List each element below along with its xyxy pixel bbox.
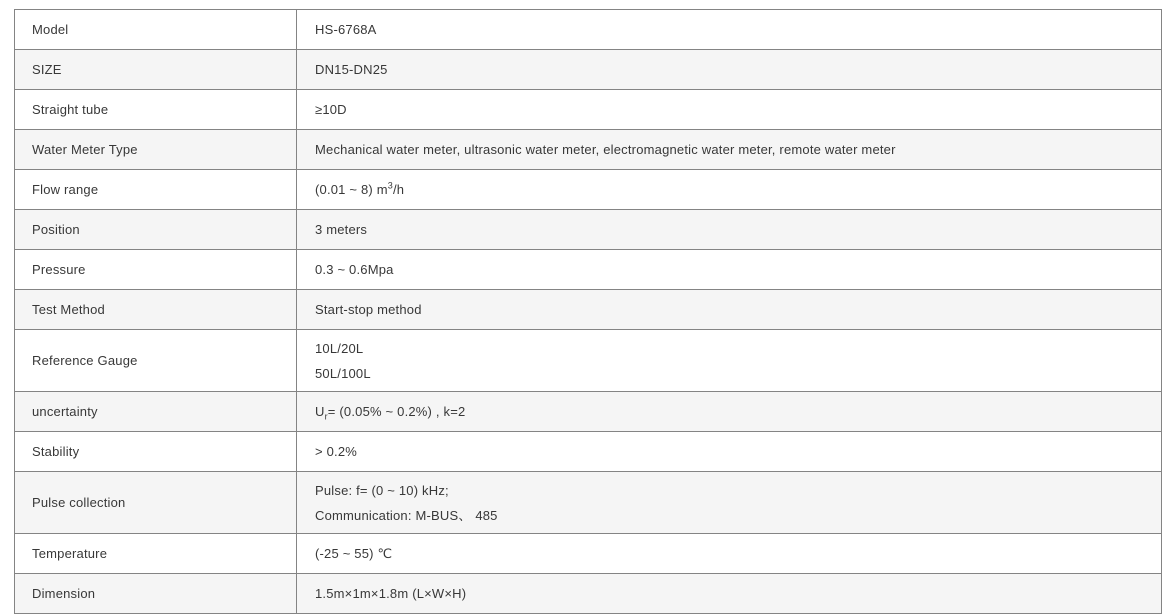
spec-value bbox=[297, 90, 1162, 130]
spec-value-line: $U_r= (0.05\%$ ~ 0.2%) , k=2 bbox=[315, 404, 466, 422]
table-row bbox=[15, 130, 1162, 170]
spec-label: Reference Gauge bbox=[15, 330, 297, 392]
table-row bbox=[15, 432, 1162, 472]
spec-value bbox=[297, 10, 1162, 50]
table-row bbox=[15, 50, 1162, 90]
spec-value-line: DN15-DN25 bbox=[315, 62, 388, 77]
table-row bbox=[15, 472, 1162, 534]
table-row bbox=[15, 90, 1162, 130]
table-row bbox=[15, 574, 1162, 614]
spec-label: Straight tube bbox=[15, 90, 297, 130]
table-row bbox=[15, 290, 1162, 330]
spec-table-body bbox=[15, 10, 1162, 614]
spec-label: Position bbox=[15, 210, 297, 250]
table-row bbox=[15, 534, 1162, 574]
spec-value-line: HS-6768A bbox=[315, 22, 377, 37]
spec-label: Water Meter Type bbox=[15, 130, 297, 170]
table-row bbox=[15, 330, 1162, 392]
spec-value-line: (-25 ~ 55) ℃ bbox=[315, 546, 393, 561]
spec-label: Test Method bbox=[15, 290, 297, 330]
spec-label: Flow range bbox=[15, 170, 297, 210]
spec-value bbox=[297, 250, 1162, 290]
spec-value-line: 0.3 ~ 0.6Mpa bbox=[315, 262, 394, 277]
spec-value bbox=[297, 290, 1162, 330]
spec-table bbox=[14, 9, 1162, 614]
spec-value-line: 3 meters bbox=[315, 222, 368, 237]
spec-value bbox=[297, 50, 1162, 90]
spec-value bbox=[297, 392, 1162, 432]
spec-label: Pressure bbox=[15, 250, 297, 290]
spec-label: Dimension bbox=[15, 574, 297, 614]
spec-value-line: Mechanical water meter, ultrasonic water meter, electromagnetic water meter, remote water meter bbox=[315, 142, 896, 157]
spec-value-line: > 0.2% bbox=[315, 444, 358, 459]
spec-value-line: 1.5m×1m×1.8m (L×W×H) bbox=[315, 586, 467, 601]
spec-value-line: Communication: M-BUS、 485 bbox=[315, 507, 498, 523]
spec-table-grid bbox=[14, 9, 1162, 614]
spec-value bbox=[297, 210, 1162, 250]
spec-value-line: Start-stop method bbox=[315, 302, 422, 317]
table-row bbox=[15, 392, 1162, 432]
table-row bbox=[15, 10, 1162, 50]
spec-value bbox=[297, 534, 1162, 574]
spec-label: Model bbox=[15, 10, 297, 50]
spec-value bbox=[297, 170, 1162, 210]
spec-value-line: (0.01 ~ 8) $m^3/h$ bbox=[315, 180, 405, 197]
spec-label: Pulse collection bbox=[15, 472, 297, 534]
spec-value bbox=[297, 130, 1162, 170]
spec-value bbox=[297, 574, 1162, 614]
spec-label: uncertainty bbox=[15, 392, 297, 432]
spec-value bbox=[297, 432, 1162, 472]
spec-value bbox=[297, 472, 1162, 534]
spec-value bbox=[297, 330, 1162, 392]
spec-value-line: 10L/20L bbox=[315, 340, 364, 356]
table-row bbox=[15, 170, 1162, 210]
spec-value-line: ≥10D bbox=[315, 102, 347, 117]
spec-value-line: 50L/100L bbox=[315, 365, 371, 381]
spec-label: SIZE bbox=[15, 50, 297, 90]
spec-value-line: Pulse: f= (0 ~ 10) kHz; bbox=[315, 482, 449, 498]
table-row bbox=[15, 250, 1162, 290]
spec-label: Temperature bbox=[15, 534, 297, 574]
spec-label: Stability bbox=[15, 432, 297, 472]
table-row bbox=[15, 210, 1162, 250]
